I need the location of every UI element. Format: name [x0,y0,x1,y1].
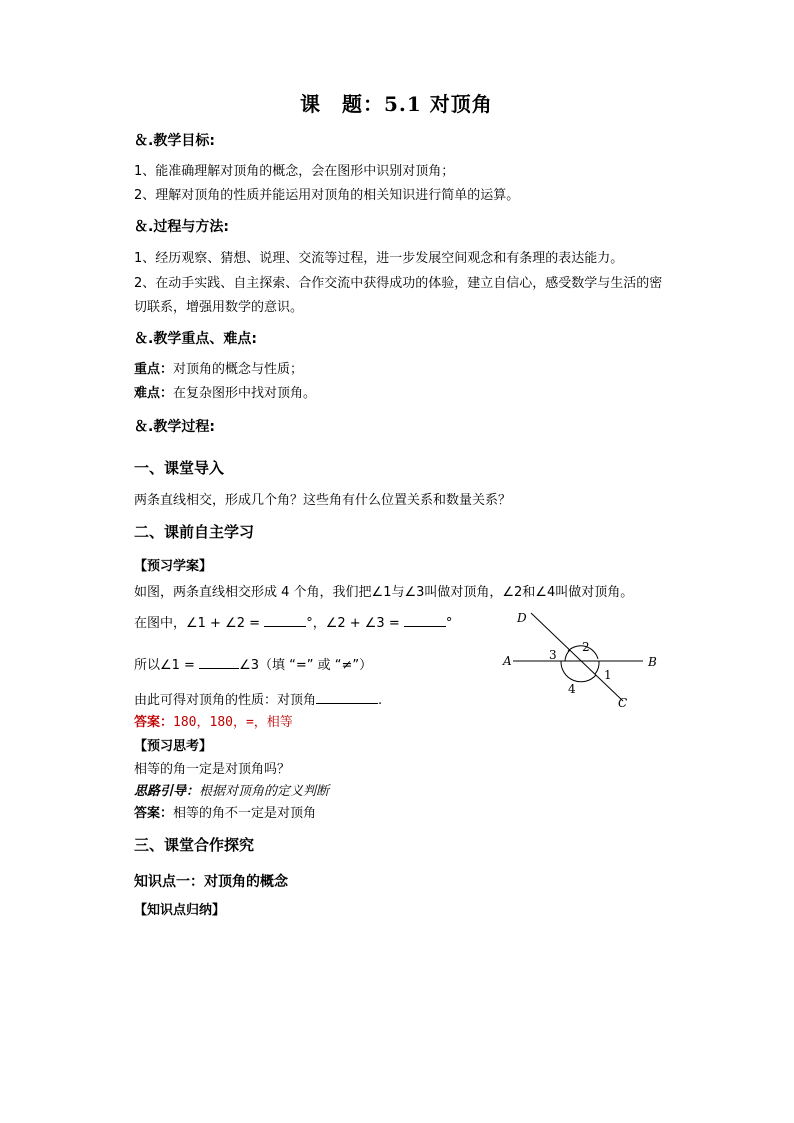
intro-text: 两条直线相交，形成几个角？这些角有什么位置关系和数量关系？ [134,493,512,508]
answer-blank [316,691,378,704]
label-a: A [503,654,512,668]
process-item: 切联系，增强用数学的意识。 [134,300,304,315]
answer2-line [134,802,316,821]
section-heading: 一、课堂导入 [134,459,225,477]
angle-arc-4 [561,661,596,682]
fill-text: °，∠2 + ∠3 = [306,616,400,631]
hint-text: 根据对顶角的定义判断 [199,784,330,799]
difficult-text: 在复杂图形中找对顶角。 [173,386,317,401]
hint-line [134,780,329,799]
label-angle-3: 3 [549,648,557,662]
preview-line: 如图，两条直线相交形成 4 个角，我们把∠1与∠3叫做对顶角，∠2和∠4叫做对顶角。 [134,585,634,600]
angle-arc-3 [565,650,570,661]
vertical-angles-figure [495,605,675,715]
fill-text: 在图中，∠1 + ∠2 = [134,616,261,631]
teaching-heading: ＆.教学过程: [134,419,215,435]
knowledge-point-heading: 知识点一：对顶角的概念 [134,874,288,890]
difficult-point [134,382,316,401]
label-c: C [618,696,628,710]
label-b: B [648,655,657,669]
section-heading: 三、课堂合作探究 [134,836,255,854]
angle-arc-1 [595,661,599,674]
goal-item: 1、能准确理解对顶角的概念，会在图形中识别对顶角； [134,164,455,179]
think-label: 【预习思考】 [134,739,213,754]
hint-label: 思路引导： [134,784,200,799]
difficult-label: 难点： [134,386,174,401]
page-title: 课 题：5.1 对顶角 [300,92,493,116]
fill-text: . [378,693,383,708]
think-question: 相等的角一定是对顶角吗？ [134,762,291,777]
key-point [134,358,303,377]
fill-text: ∠3（填 “=” 或 “≠”） [239,658,373,673]
key-label: 重点： [134,362,174,377]
process-heading: ＆.过程与方法: [134,219,229,235]
label-d: D [517,611,527,625]
answer2-text: 相等的角不一定是对顶角 [173,806,317,821]
section-heading: 二、课前自主学习 [134,523,255,541]
line-dc [531,613,623,701]
answer2-label: 答案： [134,806,174,821]
answer-text: 180，180，=，相等 [173,715,293,730]
answer-blank [264,614,306,627]
key-heading: ＆.教学重点、难点: [134,331,257,347]
fill-text: ° [445,616,453,631]
fill-line-3 [134,689,382,708]
label-angle-4: 4 [568,682,576,696]
knowledge-summary-label: 【知识点归纳】 [134,903,226,918]
key-text: 对顶角的概念与性质； [173,362,304,377]
fill-text: 所以∠1 = [134,658,195,673]
label-angle-1: 1 [604,668,612,682]
answer-line [134,711,293,730]
process-item: 1、经历观察、猜想、说理、交流等过程，进一步发展空间观念和有条理的表达能力。 [134,251,624,266]
fill-text: 由此可得对顶角的性质：对顶角 [134,693,317,708]
fill-line-1 [134,612,452,631]
goal-item: 2、理解对顶角的性质并能运用对顶角的相关知识进行简单的运算。 [134,188,520,203]
goals-heading: ＆.教学目标: [134,133,215,149]
answer-label: 答案： [134,715,174,730]
fill-line-2 [134,654,372,673]
process-item: 2、在动手实践、自主探索、合作交流中获得成功的体验，建立自信心，感受数学与生活的密 [134,276,663,291]
answer-blank [199,656,239,669]
answer-blank [404,614,446,627]
preview-label: 【预习学案】 [134,559,213,574]
label-angle-2: 2 [582,640,590,654]
